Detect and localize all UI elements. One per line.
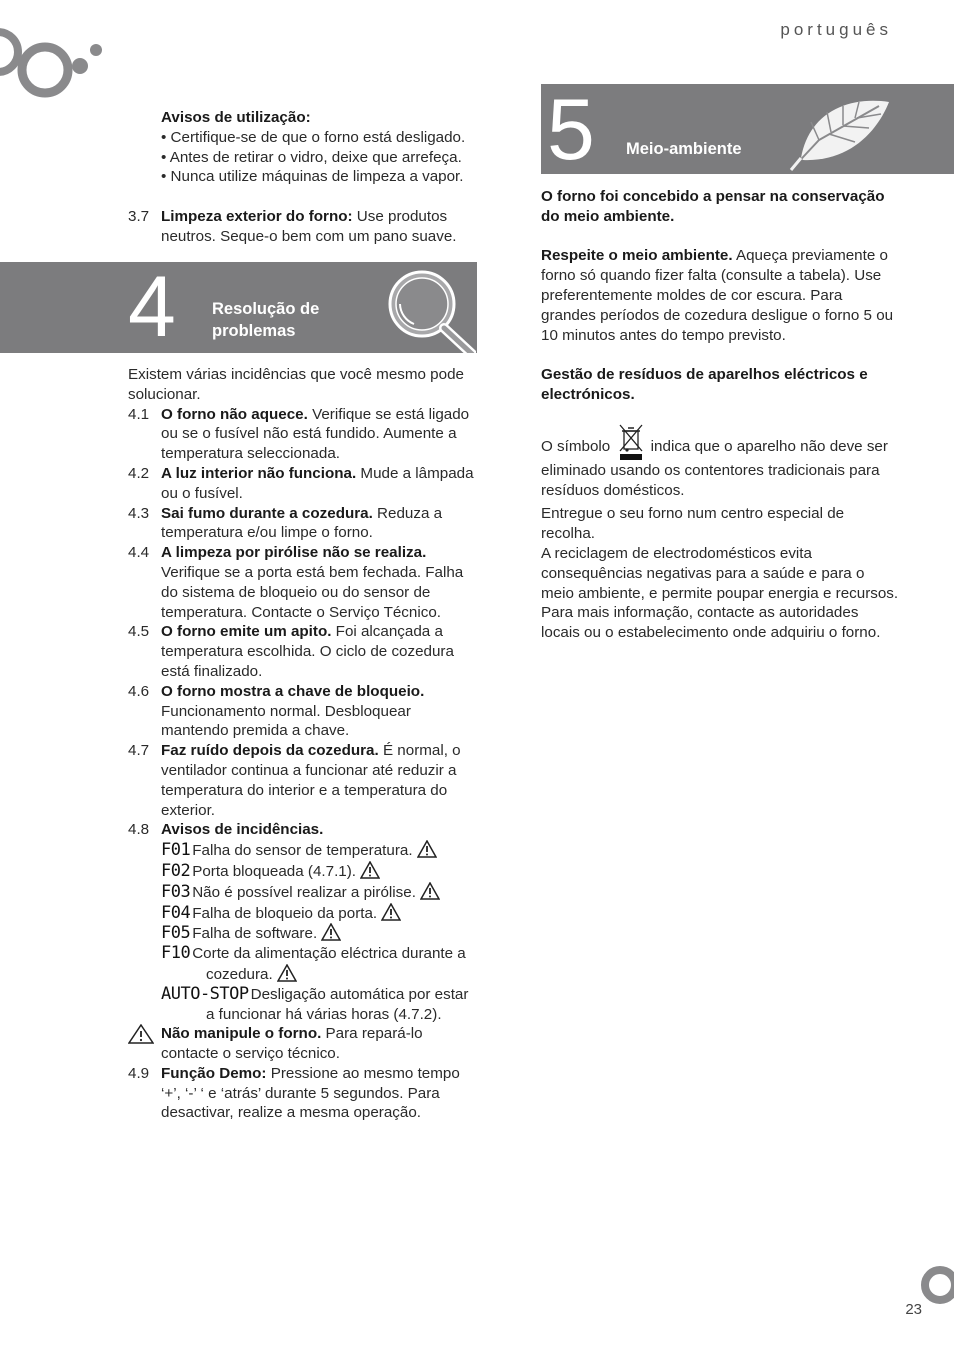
problem-item <box>128 622 478 681</box>
item-number: 4.5 <box>128 623 150 641</box>
magnifier-icon <box>384 268 476 353</box>
item-title: Limpeza exterior do forno: <box>161 207 353 225</box>
warning-triangle-icon <box>277 964 297 982</box>
error-code: F10 <box>161 943 191 964</box>
usage-bullet: • Certifique-se de que o forno está desligado. <box>161 128 466 146</box>
warning-triangle-icon <box>417 840 437 858</box>
item-text: Use produtos neutros. Seque-o bem com um pano suave. <box>161 207 457 245</box>
item-number: 4.4 <box>128 544 150 562</box>
item-title: A luz interior não funciona. <box>161 464 357 482</box>
do-not-tamper-warning <box>128 1024 478 1064</box>
problem-item <box>128 682 478 741</box>
section-number: 4 <box>128 259 176 355</box>
paragraph-title: Respeite o meio ambiente. <box>541 247 733 265</box>
item-title: Sai fumo durante a cozedura. <box>161 504 373 522</box>
section-title: Meio-ambiente <box>626 140 742 158</box>
usage-warnings <box>128 108 478 247</box>
error-code: AUTO-STOP <box>161 983 249 1004</box>
error-code: F04 <box>161 902 191 923</box>
paragraph-text: O símbolo <box>541 437 611 455</box>
crossed-bin-icon <box>618 423 644 461</box>
error-description: Corte da alimentação eléctrica durante a cozedura. <box>192 945 466 983</box>
language-label: português <box>780 20 892 39</box>
item-text: Mude a lâmpada ou o fusível. <box>161 464 474 502</box>
error-code: F03 <box>161 881 191 902</box>
error-description: Falha do sensor de temperatura. <box>192 842 413 860</box>
environment-intro: O forno foi concebido a pensar na conservação do meio ambiente. <box>541 188 885 225</box>
error-description: Porta bloqueada (4.7.1). <box>192 862 357 880</box>
problem-item <box>128 464 478 504</box>
page-number: 23 <box>905 1301 922 1318</box>
section-title-line: problemas <box>212 322 296 340</box>
item-title: O forno não aquece. <box>161 405 308 423</box>
section-5-body <box>541 187 901 643</box>
brand-circles-logo <box>0 22 110 104</box>
error-code-row <box>161 861 478 882</box>
item-title: Avisos de incidências. <box>161 821 324 839</box>
section-4-banner <box>0 259 477 355</box>
error-code: F01 <box>161 840 191 861</box>
problem-item <box>128 405 478 464</box>
decorative-circle <box>918 1262 954 1308</box>
warning-triangle-icon <box>321 923 341 941</box>
section-title <box>212 298 319 342</box>
item-number: 4.9 <box>128 1064 150 1082</box>
error-description: Falha de software. <box>192 925 318 943</box>
problem-item <box>128 543 478 622</box>
usage-bullet: • Antes de retirar o vidro, deixe que arrefeça. <box>161 148 462 166</box>
section-4-body <box>128 365 478 1123</box>
weee-symbol-paragraph <box>541 423 901 501</box>
warning-triangle-icon <box>128 1024 154 1044</box>
waste-heading: Gestão de resíduos de aparelhos eléctricos e electrónicos. <box>541 366 868 403</box>
warning-triangle-icon <box>420 882 440 900</box>
item-3-7 <box>128 207 478 247</box>
item-text: Verifique se está ligado ou se o fusível não está fundido. Aumente a temperatura seleccionada. <box>161 405 470 463</box>
warning-text: Para repará-lo contacte o serviço técnico. <box>161 1025 423 1063</box>
item-title: O forno emite um apito. <box>161 623 332 641</box>
usage-bullet: • Nunca utilize máquinas de limpeza a vapor. <box>161 168 464 186</box>
warning-triangle-icon <box>381 903 401 921</box>
error-description: Não é possível realizar a pirólise. <box>192 883 416 901</box>
item-text: Funcionamento normal. Desbloquear mantendo premida a chave. <box>161 702 411 740</box>
item-text: Pressione ao mesmo tempo ‘+’, ‘-’ ‘ e ‘atrás’ durante 5 segundos. Para desactivar, realize a mesma operação. <box>161 1064 460 1122</box>
usage-heading: Avisos de utilização: <box>161 109 311 126</box>
item-text: Foi alcançada a temperatura escolhida. O ciclo de cozedura está finalizado. <box>161 623 454 680</box>
item-number: 4.1 <box>128 405 150 423</box>
error-code-row <box>161 944 478 985</box>
item-text: Reduza a temperatura e/ou limpe o forno. <box>161 504 443 542</box>
error-code-row <box>161 903 478 924</box>
item-title: Função Demo: <box>161 1064 267 1082</box>
problem-item <box>128 820 478 840</box>
error-code-row <box>161 882 478 903</box>
problem-item <box>128 741 478 820</box>
warning-triangle-icon <box>360 861 380 879</box>
item-number: 4.2 <box>128 464 150 482</box>
item-number: 3.7 <box>128 207 150 225</box>
item-number: 4.7 <box>128 742 150 760</box>
item-number: 4.8 <box>128 821 150 839</box>
item-title: Faz ruído depois da cozedura. <box>161 742 379 760</box>
error-code-row <box>161 985 478 1025</box>
error-code-row <box>161 840 478 861</box>
deliver-paragraph: Entregue o seu forno num centro especial de recolha. <box>541 505 845 543</box>
item-number: 4.6 <box>128 682 150 700</box>
error-description: Falha de bloqueio da porta. <box>192 904 378 922</box>
demo-function-item <box>128 1064 478 1123</box>
respect-environment-paragraph <box>541 246 901 345</box>
item-text: Verifique se a porta está bem fechada. Falha do sistema de bloqueio ou do sensor de temperatura. Contacte o Serviço Técnico. <box>161 563 464 621</box>
item-title: O forno mostra a chave de bloqueio. <box>161 682 425 700</box>
error-code: F02 <box>161 860 191 881</box>
item-number: 4.3 <box>128 504 150 522</box>
problem-item <box>128 504 478 544</box>
section-number: 5 <box>547 82 595 178</box>
item-text: É normal, o ventilador continua a funcionar até reduzir a temperatura do interior e a temperatura do exterior. <box>161 742 461 819</box>
paragraph-text: indica que o aparelho não deve ser eliminado usando os contentores tradicionais para resíduos domésticos. <box>541 437 888 499</box>
section-5-banner <box>541 82 954 178</box>
item-title: A limpeza por pirólise não se realiza. <box>161 544 427 562</box>
error-description: Desligação automática por estar a funcionar há várias horas (4.7.2). <box>206 985 469 1023</box>
warning-title: Não manipule o forno. <box>161 1025 322 1043</box>
error-code-row <box>161 923 478 944</box>
error-code: F05 <box>161 923 191 944</box>
section-intro: Existem várias incidências que você mesmo pode solucionar. <box>128 366 464 403</box>
recycling-paragraph: A reciclagem de electrodomésticos evita consequências negativas para a saúde e para o meio ambiente, e permite poupar energia e recursos. <box>541 544 899 602</box>
error-code-list <box>128 840 478 1024</box>
section-title-line: Resolução de <box>212 300 320 318</box>
more-info-paragraph: Para mais informação, contacte as autoridades locais ou o estabelecimento onde adquiriu o forno. <box>541 604 881 642</box>
leaf-icon <box>789 92 893 172</box>
paragraph-text: Aqueça previamente o forno só quando fizer falta (consulte a tabela). Use preferentemente moldes de cor escura. Para grandes períodos de cozedura desligue o forno 5 ou 10 minutos antes do tempo previsto. <box>541 247 894 344</box>
